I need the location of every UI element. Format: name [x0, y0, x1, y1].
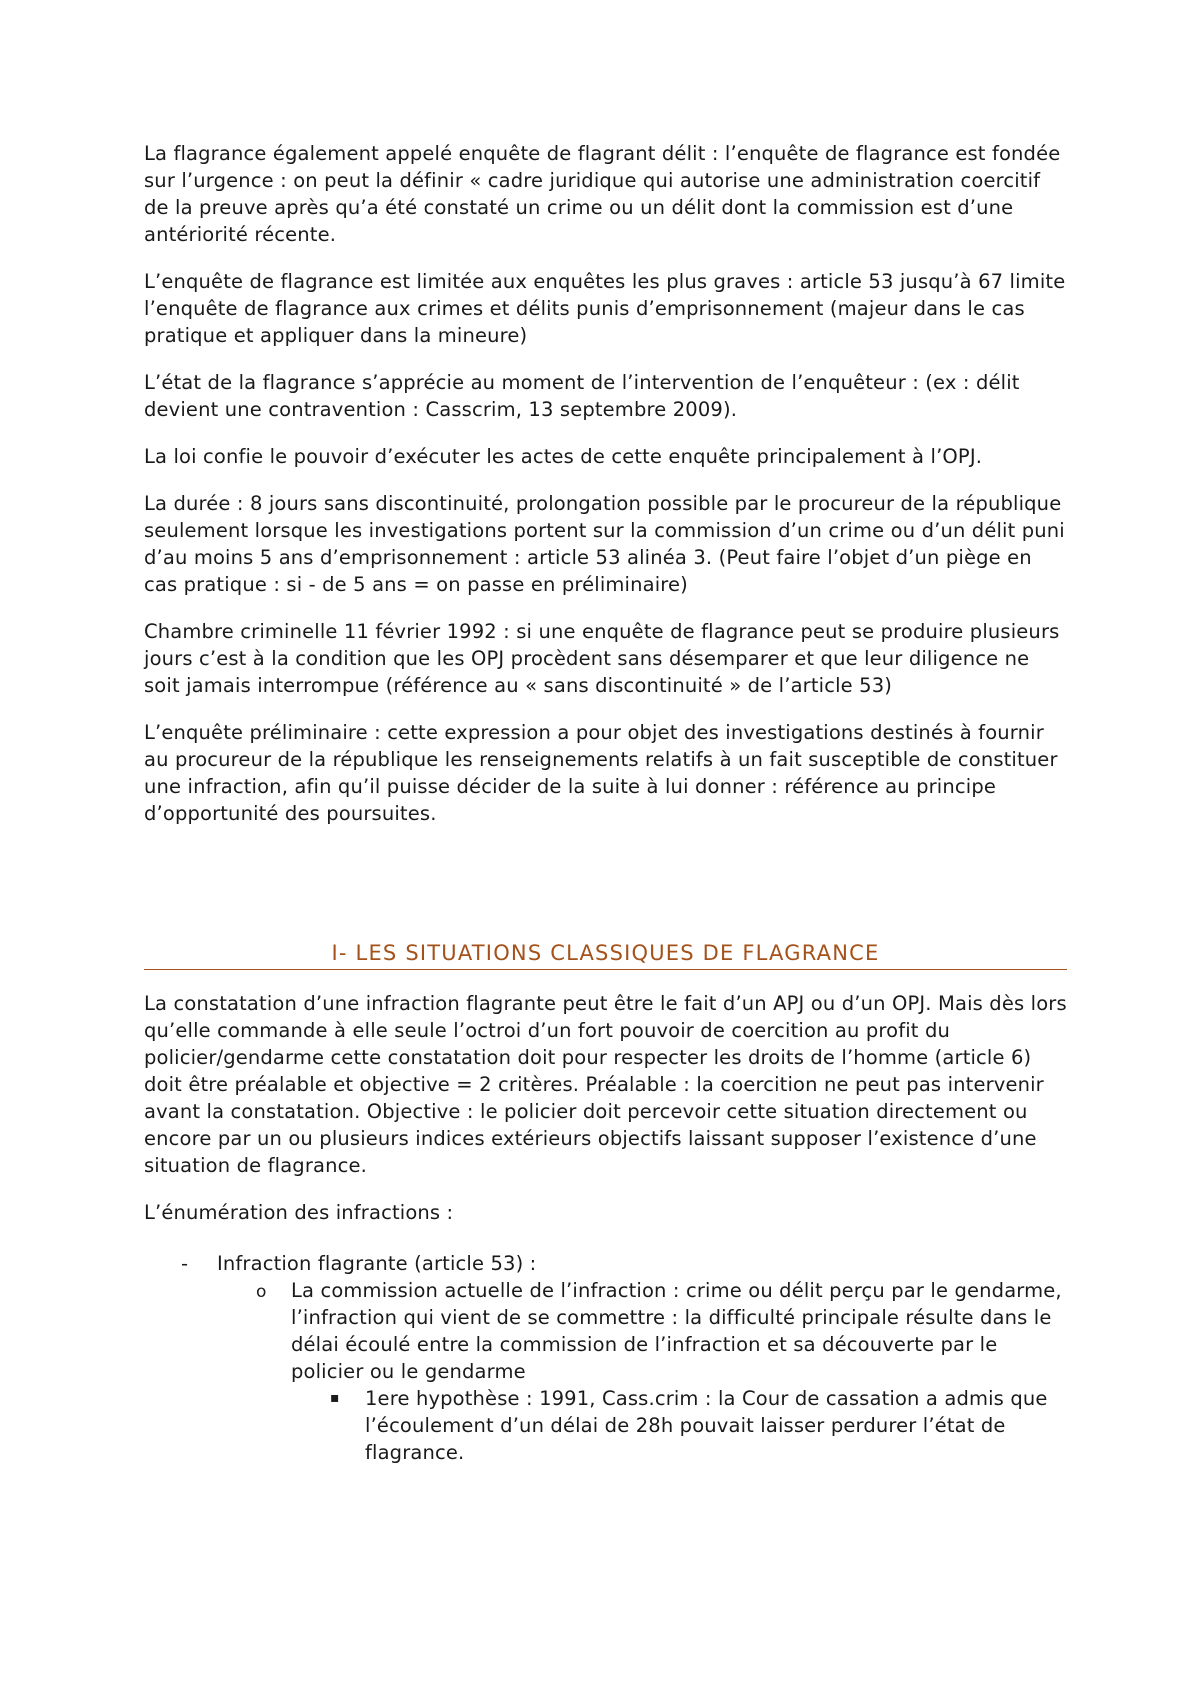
- list-item-infraction-flagrante: [181, 1250, 1067, 1277]
- paragraph-opj-powers: La loi confie le pouvoir d’exécuter les actes de cette enquête principalement à l’OPJ.: [144, 445, 983, 468]
- paragraph-flagrance-limits: L’enquête de flagrance est limitée aux enquêtes les plus graves : article 53 jusqu’à 67 limite l’enquête de flagrance aux crimes et délits punis d’emprisonnement (majeur dans le cas pratique et appliquer dans la mineure): [144, 270, 1066, 347]
- list-item-premiere-hypothese: [330, 1385, 1067, 1466]
- list-item-text: La commission actuelle de l’infraction : crime ou délit perçu par le gendarme, l’infraction qui vient de se commettre : la difficulté principale résulte dans le délai écoulé entre la commission de l’infraction et sa découverte par le policier ou le gendarme: [291, 1279, 1062, 1383]
- dash-bullet-icon: -: [181, 1252, 189, 1275]
- paragraph-enquete-preliminaire: L’enquête préliminaire : cette expression a pour objet des investigations destinés à fournir au procureur de la république les renseignements relatifs à un fait susceptible de constituer une infraction, afin qu’il puisse décider de la suite à lui donner : référence au principe d’opportunité des poursuites.: [144, 721, 1058, 825]
- list-item-commission-actuelle: [256, 1277, 1067, 1385]
- circle-bullet-icon: o: [256, 1282, 267, 1302]
- list-item-text: Infraction flagrante (article 53) :: [217, 1252, 537, 1275]
- square-bullet-icon: ▪: [330, 1390, 340, 1406]
- paragraph-constatation: La constatation d’une infraction flagrante peut être le fait d’un APJ ou d’un OPJ. Mais dès lors qu’elle commande à elle seule l’octroi d’un fort pouvoir de coercition au profit du policier/gendarme cette constatation doit pour respecter les droits de l’homme (article 6) doit être préalable et objective = 2 critères. Préalable : la coercition ne peut pas intervenir avant la constatation. Objective : le policier doit percevoir cette situation directement ou encore par un ou plusieurs indices extérieurs objectifs laissant supposer l’existence d’une situation de flagrance.: [144, 992, 1067, 1177]
- section-heading: I- LES SITUATIONS CLASSIQUES DE FLAGRANCE: [144, 939, 1067, 970]
- paragraph-chambre-criminelle: Chambre criminelle 11 février 1992 : si une enquête de flagrance peut se produire plusieurs jours c’est à la condition que les OPJ procèdent sans désemparer et que leur diligence ne soit jamais interrompue (référence au « sans discontinuité » de l’article 53): [144, 620, 1060, 697]
- paragraph-duration: La durée : 8 jours sans discontinuité, prolongation possible par le procureur de la république seulement lorsque les investigations portent sur la commission d’un crime ou d’un délit puni d’au moins 5 ans d’emprisonnement : article 53 alinéa 3. (Peut faire l’objet d’un piège en cas pratique : si - de 5 ans = on passe en préliminaire): [144, 492, 1065, 596]
- paragraph-flagrance-definition: La flagrance également appelé enquête de flagrant délit : l’enquête de flagrance est fondée sur l’urgence : on peut la définir « cadre juridique qui autorise une administration coercitif de la preuve après qu’a été constaté un crime ou un délit dont la commission est d’une antériorité récente.: [144, 142, 1061, 246]
- paragraph-enumeration: L’énumération des infractions :: [144, 1201, 454, 1224]
- paragraph-flagrance-state: L’état de la flagrance s’apprécie au moment de l’intervention de l’enquêteur : (ex : délit devient une contravention : Casscrim, 13 septembre 2009).: [144, 371, 1020, 421]
- list-item-text: 1ere hypothèse : 1991, Cass.crim : la Cour de cassation a admis que l’écoulement d’un délai de 28h pouvait laisser perdurer l’état de flagrance.: [365, 1387, 1048, 1464]
